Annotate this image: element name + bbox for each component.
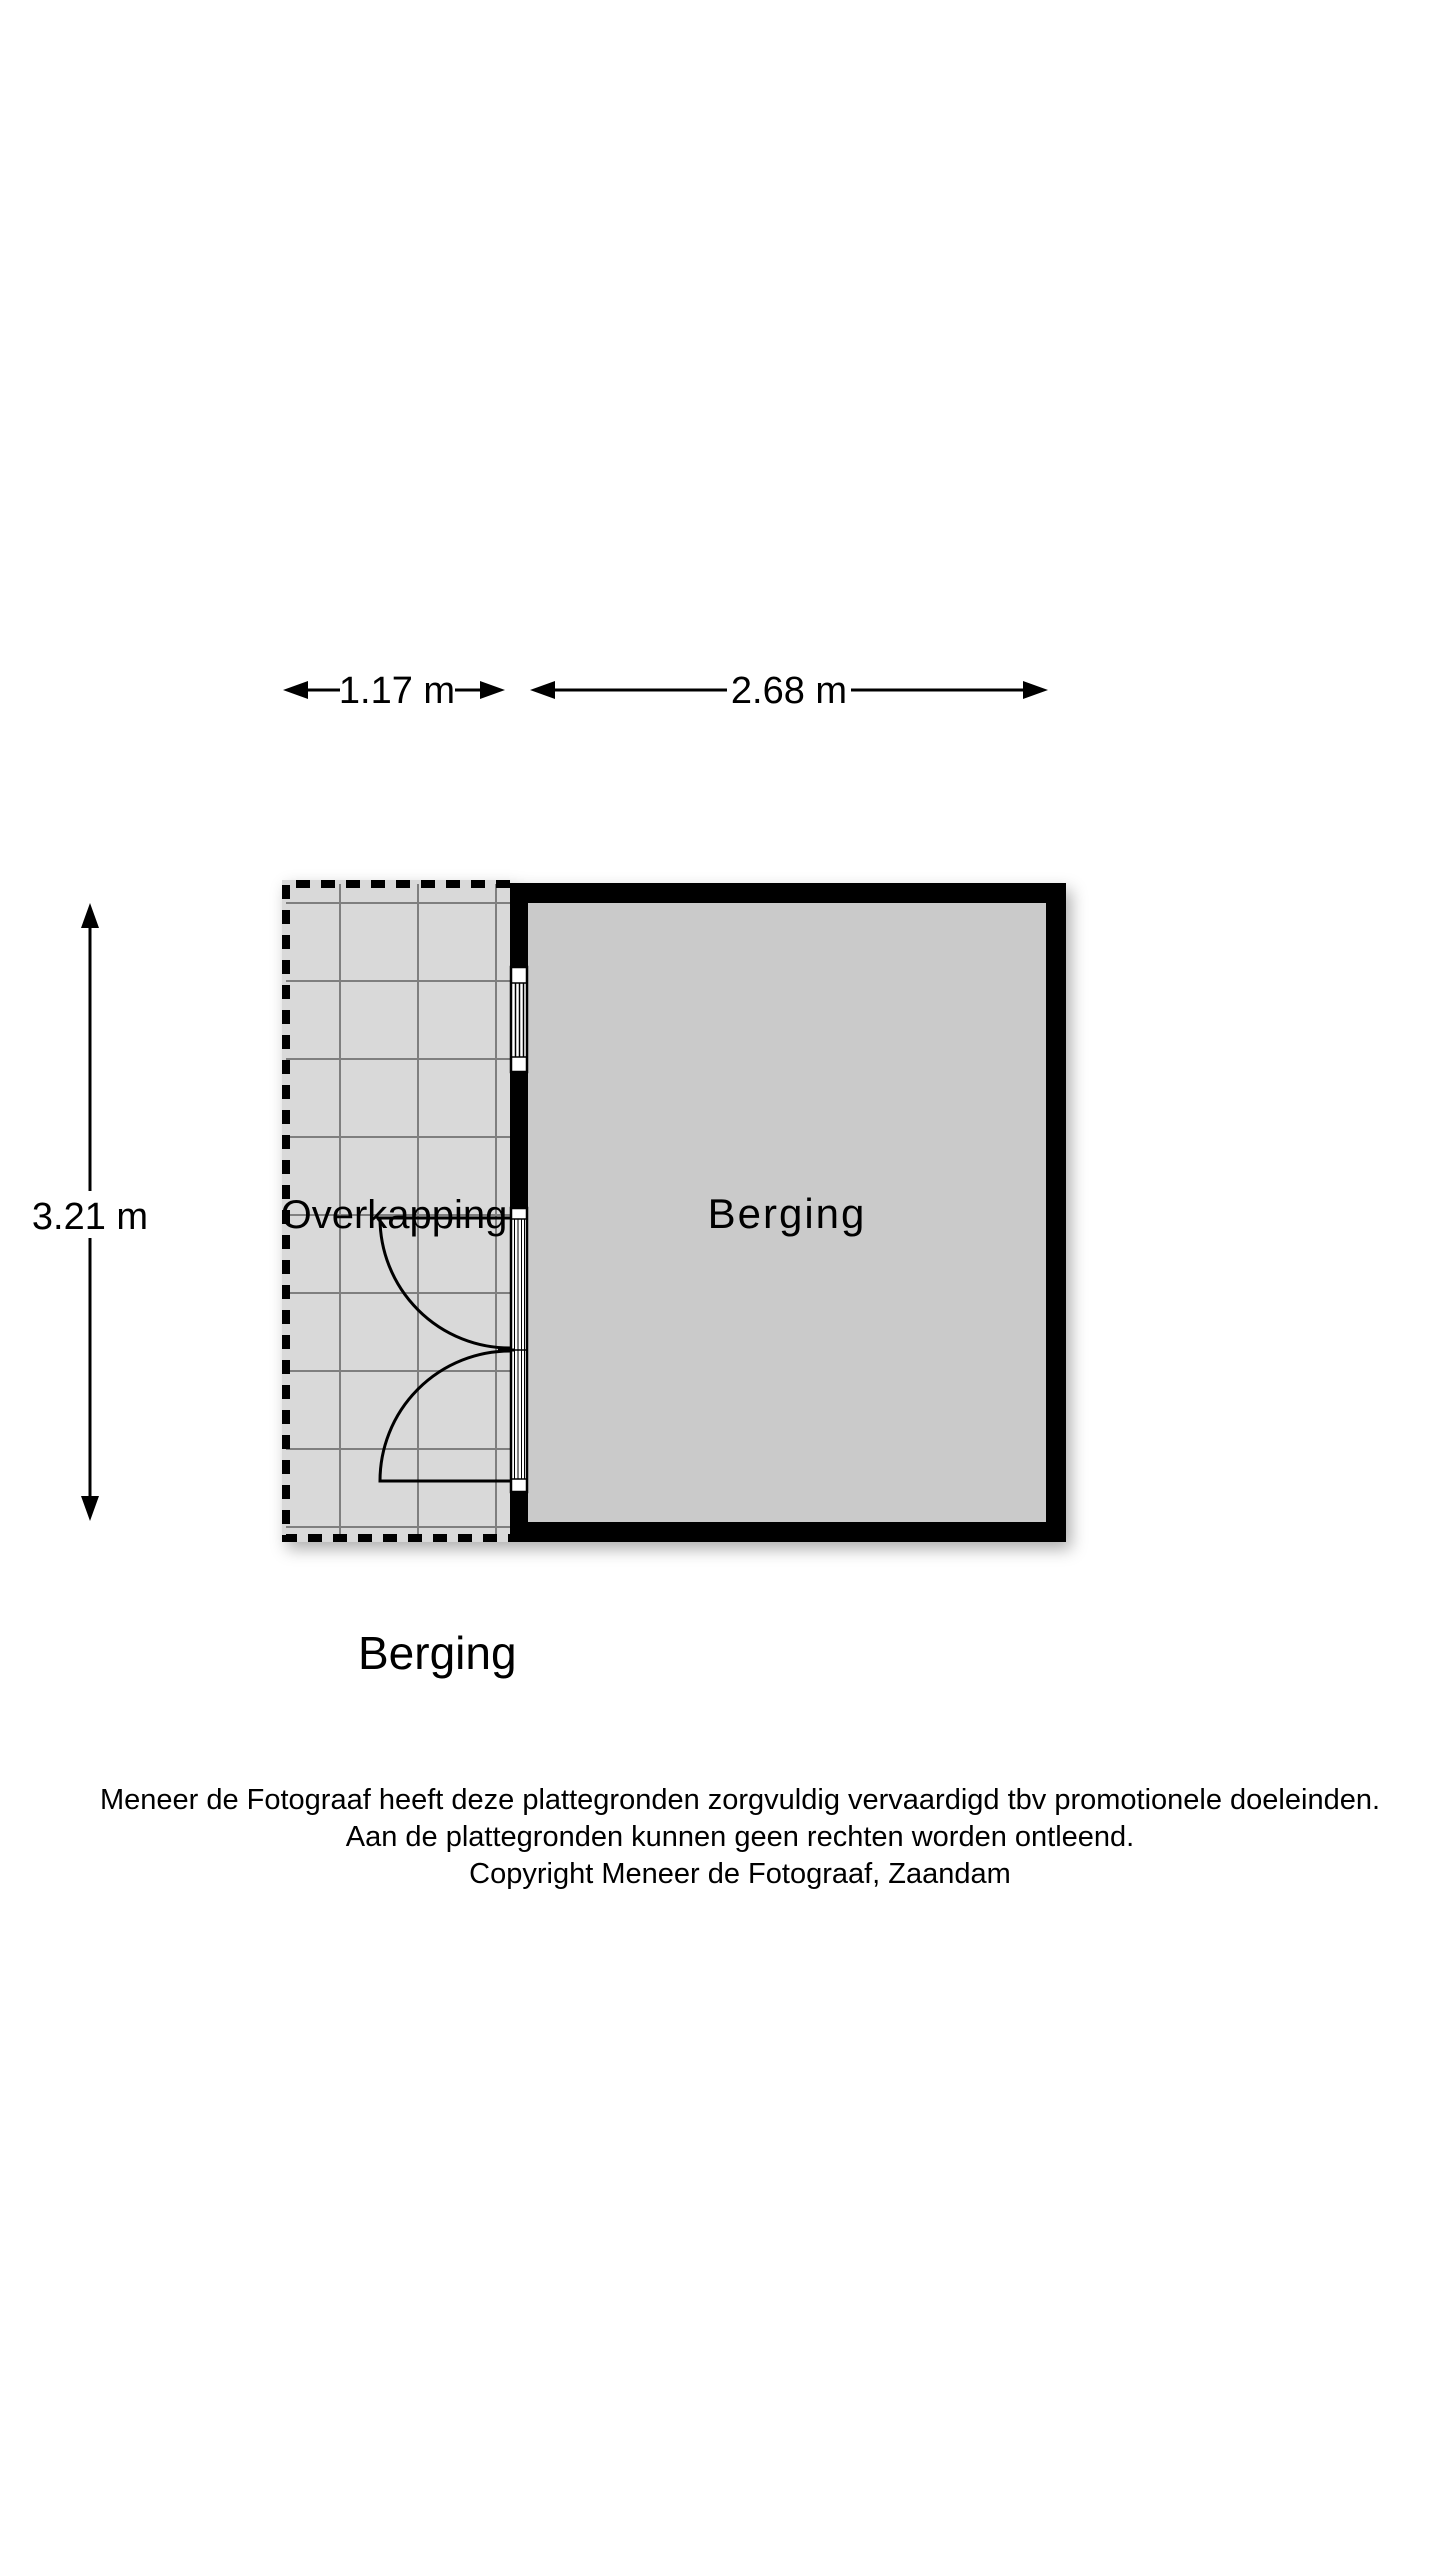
footer-disclaimer	[0, 1782, 1440, 1893]
window-symbol	[511, 967, 527, 1072]
dimension-label-overkapping-width: 1.17 m	[338, 670, 456, 712]
dimension-top-overkapping	[283, 670, 505, 712]
room-label-overkapping: Overkapping	[280, 1193, 508, 1237]
arrowhead-up-icon	[81, 903, 99, 928]
room-label-berging: Berging	[707, 1190, 867, 1237]
footer-line-1: Meneer de Fotograaf heeft deze plattegronden zorgvuldig vervaardigd tbv promotionele doeleinden.	[99, 1784, 1381, 1816]
footer-line-3: Copyright Meneer de Fotograaf, Zaandam	[469, 1858, 1011, 1890]
floor-plan	[281, 880, 1066, 1542]
arrowhead-left-icon	[283, 681, 308, 699]
dimension-top-berging	[530, 670, 1048, 712]
arrowhead-right-icon	[480, 681, 505, 699]
arrowhead-left-icon	[530, 681, 555, 699]
dimension-label-berging-width: 2.68 m	[730, 670, 848, 712]
dimension-left-height	[32, 903, 148, 1521]
arrowhead-down-icon	[81, 1496, 99, 1521]
dimension-label-plan-height: 3.21 m	[31, 1196, 149, 1238]
arrowhead-right-icon	[1023, 681, 1048, 699]
plan-title: Berging	[358, 1627, 517, 1679]
footer-line-2: Aan de plattegronden kunnen geen rechten worden ontleend.	[345, 1821, 1135, 1853]
